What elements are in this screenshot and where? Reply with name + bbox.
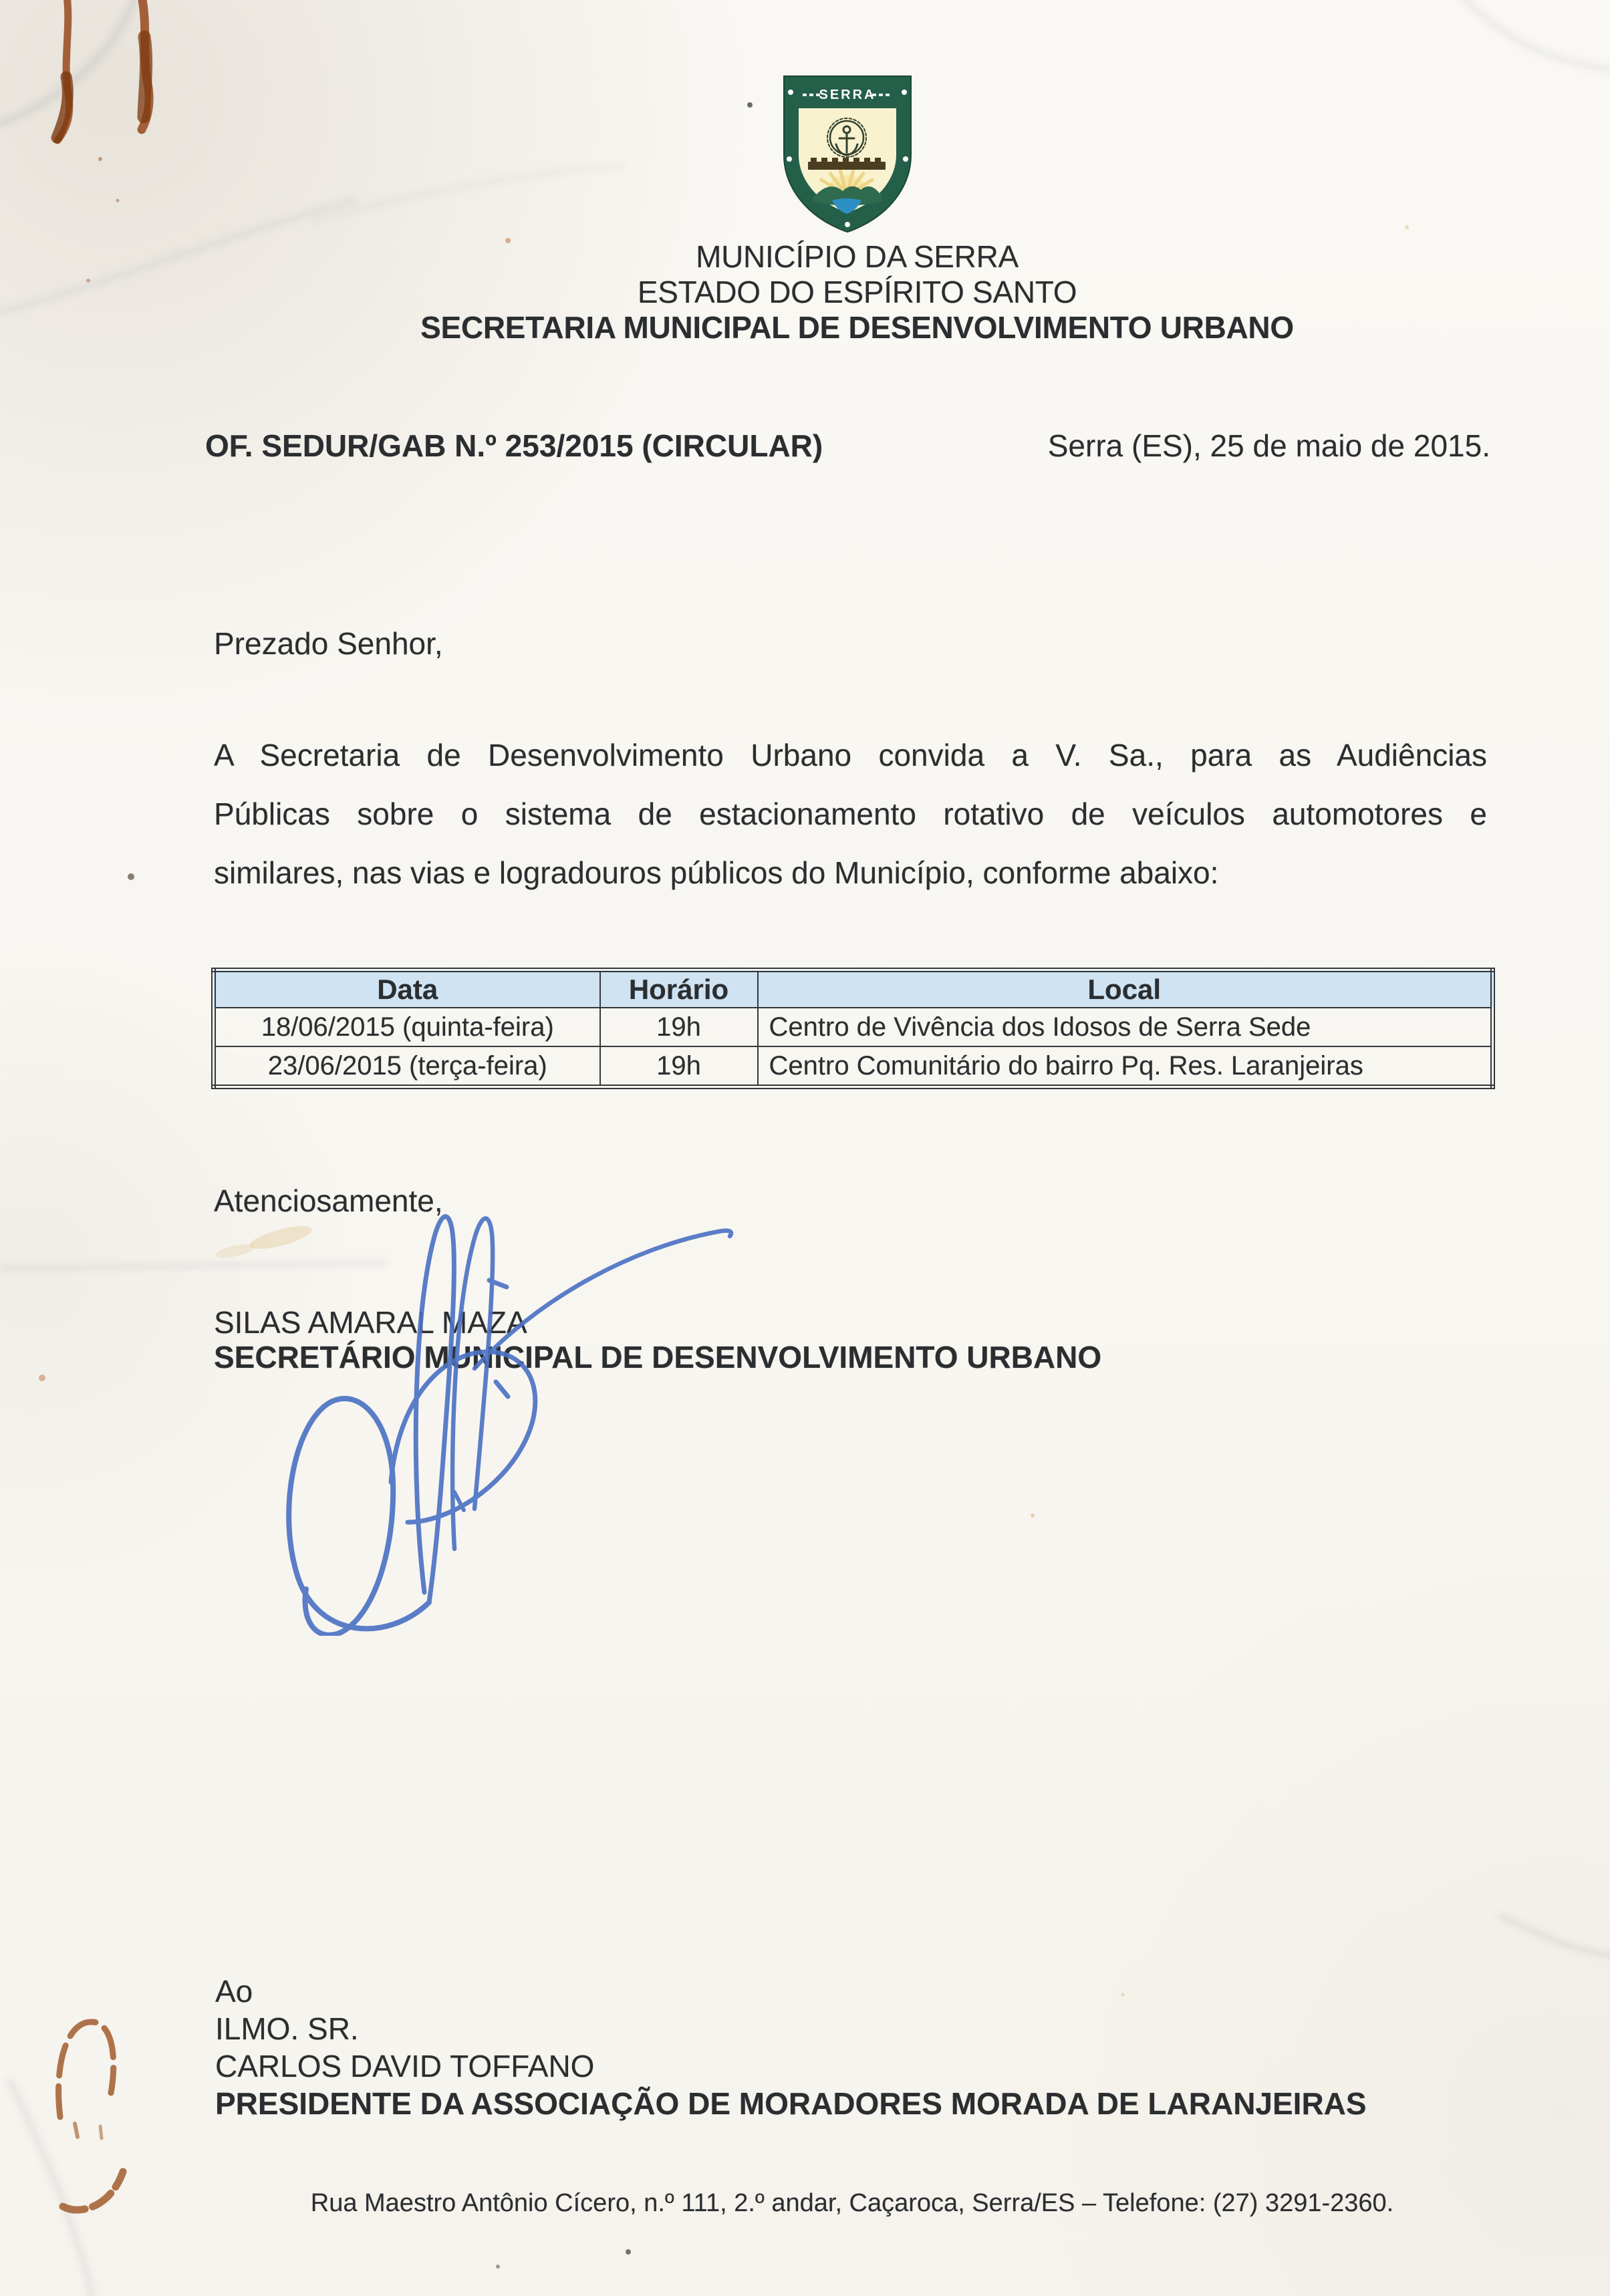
municipal-crest [767, 71, 928, 234]
reference-number: OF. SEDUR/GAB N.º 253/2015 (CIRCULAR) [205, 428, 823, 463]
schedule-table [211, 968, 1495, 1089]
signer-title: SECRETÁRIO MUNICIPAL DE DESENVOLVIMENTO URBANO [214, 1340, 1102, 1375]
rust-stain-bottom-left [59, 2022, 123, 2210]
footer-address: Rua Maestro Antônio Cícero, n.º 111, 2.º andar, Caçaroca, Serra/ES – Telefone: (27) 3291-2360. [310, 2189, 1394, 2217]
schedule-cell-date: 23/06/2015 (terça-feira) [214, 1046, 600, 1087]
crest-shield-icon [767, 71, 928, 234]
body-paragraph-line: Públicas sobre o sistema de estacionamento rotativo de veículos automotores e [214, 797, 1487, 831]
crest-label: SERRA [819, 88, 876, 102]
letterhead [104, 239, 1610, 345]
schedule-header-row [214, 970, 1493, 1008]
schedule-row [214, 1008, 1493, 1046]
reference-line [205, 428, 1490, 464]
addressee-title: PRESIDENTE DA ASSOCIAÇÃO DE MORADORES MORADA DE LARANJEIRAS [215, 2086, 1367, 2121]
valediction: Atenciosamente, [214, 1183, 443, 1218]
letterhead-municipality: MUNICÍPIO DA SERRA [696, 239, 1019, 274]
schedule-header-data: Data [214, 970, 600, 1008]
addressee-line: ILMO. SR. [215, 2011, 359, 2046]
addressee-block [215, 1973, 1367, 2122]
salutation: Prezado Senhor, [214, 626, 443, 661]
letterhead-state: ESTADO DO ESPÍRITO SANTO [637, 275, 1077, 309]
addressee-line: Ao [215, 1974, 253, 2009]
schedule-cell-time: 19h [600, 1008, 758, 1046]
schedule-header-horario: Horário [600, 970, 758, 1008]
schedule-cell-local: Centro de Vivência dos Idosos de Serra Sede [758, 1008, 1493, 1046]
letterhead-department: SECRETARIA MUNICIPAL DE DESENVOLVIMENTO URBANO [420, 310, 1294, 345]
body-paragraph [214, 726, 1487, 902]
signer-name: SILAS AMARAL MAZA [214, 1305, 527, 1340]
body-paragraph-line: A Secretaria de Desenvolvimento Urbano convida a V. Sa., para as Audiências [214, 738, 1487, 772]
addressee-name: CARLOS DAVID TOFFANO [215, 2049, 595, 2084]
reference-place-date: Serra (ES), 25 de maio de 2015. [1047, 428, 1490, 463]
schedule-cell-local: Centro Comunitário do bairro Pq. Res. Laranjeiras [758, 1046, 1493, 1087]
schedule-cell-time: 19h [600, 1046, 758, 1087]
signature-scribble [254, 1201, 735, 1636]
schedule-cell-date: 18/06/2015 (quinta-feira) [214, 1008, 600, 1046]
schedule-row [214, 1046, 1493, 1087]
schedule-header-local: Local [758, 970, 1493, 1008]
body-paragraph-line: similares, nas vias e logradouros públicos do Município, conforme abaixo: [214, 855, 1219, 890]
